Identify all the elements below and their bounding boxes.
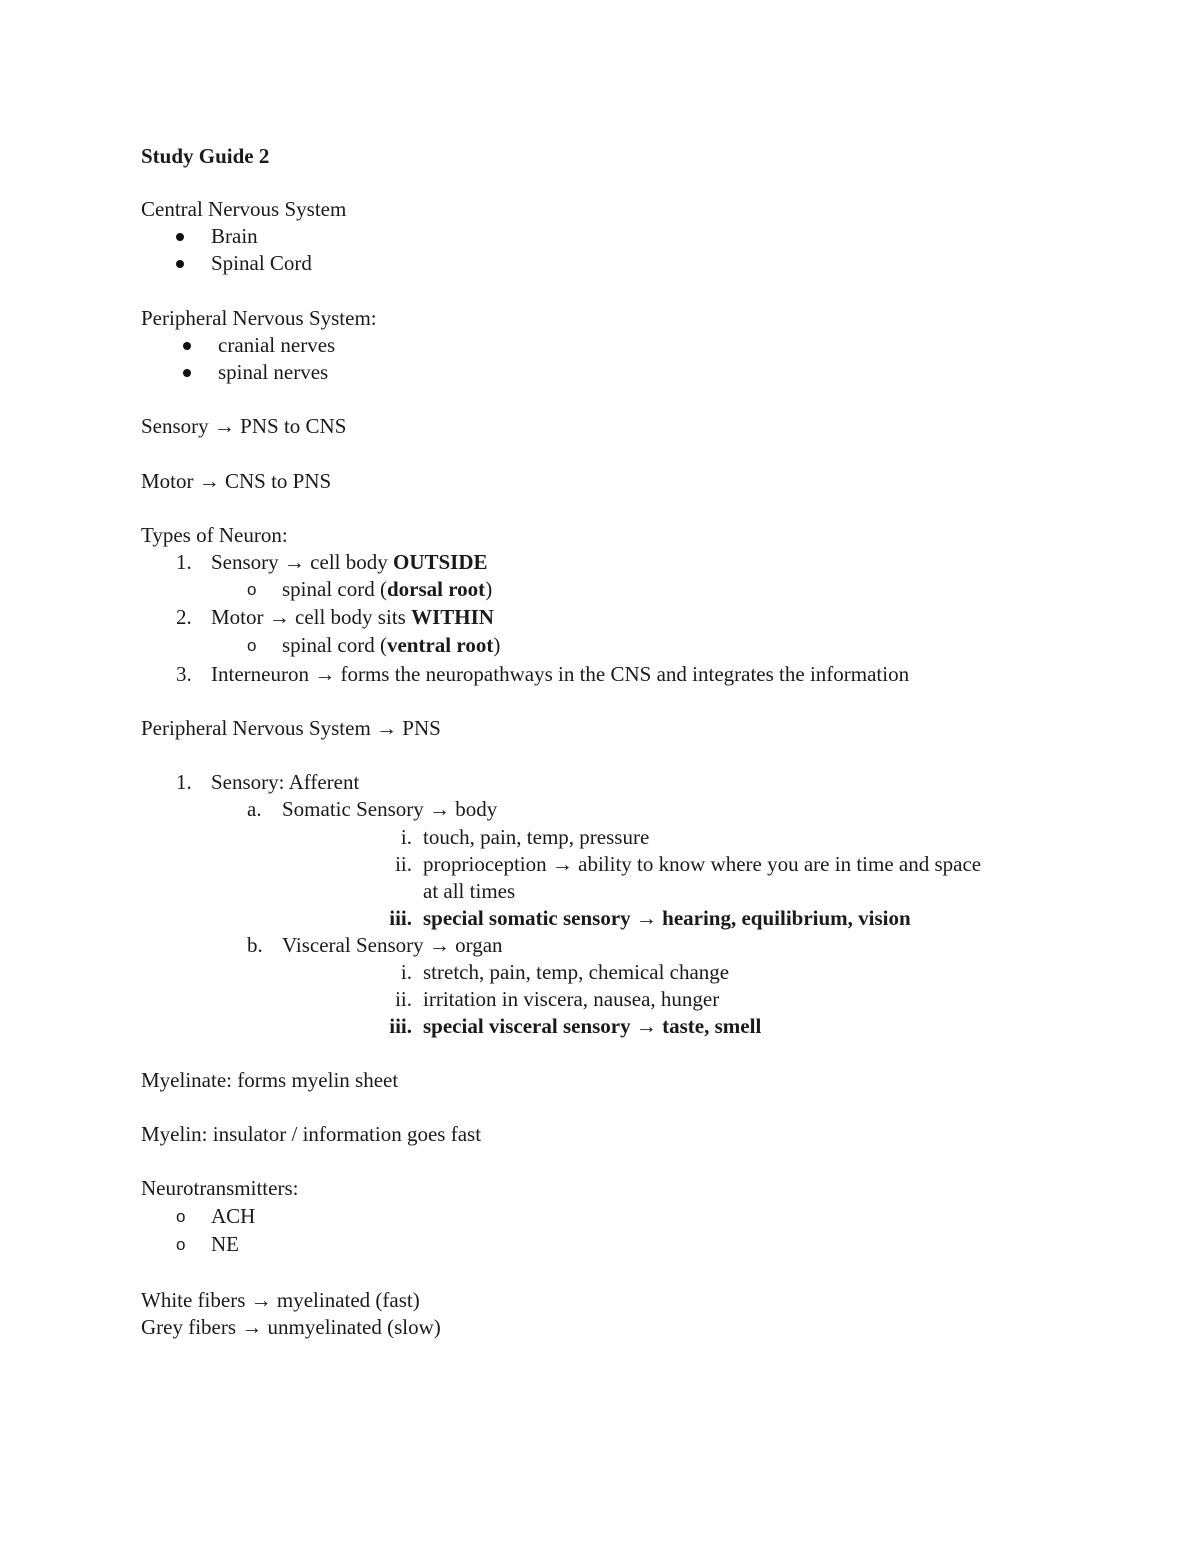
neurotransmitters-heading: Neurotransmitters: [141,1176,299,1200]
somatic-text: body [455,797,498,821]
bullet-icon [183,332,191,359]
list-number: 2. [176,605,192,629]
bullet-icon [176,250,184,277]
arrow-icon: → [213,414,235,438]
list-roman: iii. [389,1014,412,1038]
arrow-icon: → [635,1014,657,1038]
bullet-icon [176,223,184,250]
cns-item: Spinal Cord [211,251,312,275]
fiber-text: myelinated (fast) [276,1288,420,1312]
sensory-line [141,413,346,440]
fiber-line [141,1287,420,1314]
arrow-icon: → [250,1288,272,1312]
myelinate-line: Myelinate: forms myelin sheet [141,1068,399,1092]
subitem-label: special somatic sensory [423,906,631,930]
arrow-icon: → [551,852,573,876]
arrow-icon: → [283,550,305,574]
fiber-label: White fibers [141,1288,246,1312]
list-letter: a. [247,797,262,821]
neuron-type-text: forms the neuropathways in the CNS and integrates the information [340,662,910,686]
list-number: 3. [176,662,192,686]
visceral-subitem: irritation in viscera, nausea, hunger [423,987,720,1011]
subitem-text: hearing, equilibrium, vision [662,906,911,930]
somatic-label: Somatic Sensory [282,797,424,821]
page-title: Study Guide 2 [141,144,270,168]
fiber-line [141,1314,441,1341]
circle-bullet-icon: o [247,636,257,655]
cns-item: Brain [211,224,258,248]
list-number: 1. [176,550,192,574]
visceral-label: Visceral Sensory [282,933,424,957]
circle-bullet-icon: o [176,1207,186,1226]
subitem-text: ) [485,577,493,601]
subitem-label: proprioception [423,852,547,876]
visceral-text: organ [455,933,503,957]
somatic-item [282,796,497,823]
list-number: 1. [176,770,192,794]
somatic-subitem [423,851,981,878]
neuron-type-text: cell body [310,550,388,574]
arrow-icon: → [268,605,290,629]
neuron-type-subitem [282,632,500,659]
pns-item: cranial nerves [218,333,336,357]
fiber-text: unmyelinated (slow) [267,1315,441,1339]
subitem-text: taste, smell [662,1014,762,1038]
arrow-icon: → [635,906,657,930]
pns-heading: Peripheral Nervous System: [141,306,377,330]
sensory-label: Sensory [141,414,209,438]
neuron-type-item [211,661,909,688]
somatic-subitem: touch, pain, temp, pressure [423,825,650,849]
sensory-text: PNS to CNS [240,414,347,438]
pns-item: spinal nerves [218,360,329,384]
list-roman: i. [400,960,412,984]
motor-line [141,468,331,495]
motor-text: CNS to PNS [225,469,332,493]
pns-section-item: Sensory: Afferent [211,770,360,794]
list-roman: iii. [389,906,412,930]
arrow-icon: → [429,797,450,821]
neuron-type-subitem [282,576,492,603]
subitem-emphasis: dorsal root [386,577,486,601]
neuron-type-emphasis: OUTSIDE [392,550,488,574]
list-letter: b. [247,933,263,957]
neurotransmitter-item: NE [211,1232,239,1256]
somatic-subitem [423,905,911,932]
neuron-type-label: Motor [211,605,264,629]
subitem-text: ) [493,633,501,657]
bullet-icon [183,359,191,386]
arrow-icon: → [241,1315,263,1339]
circle-bullet-icon: o [247,580,257,599]
arrow-icon: → [428,933,450,957]
list-roman: ii. [395,987,412,1011]
arrow-icon: → [314,662,336,686]
subitem-emphasis: ventral root [386,633,494,657]
myelin-line: Myelin: insulator / information goes fast [141,1122,482,1146]
circle-bullet-icon: o [176,1235,186,1254]
list-roman: i. [400,825,412,849]
visceral-item [282,932,503,959]
arrow-icon: → [376,716,398,740]
subitem-text: spinal cord ( [282,577,387,601]
cns-heading: Central Nervous System [141,197,347,221]
somatic-subitem-continued: at all times [423,879,516,903]
fiber-label: Grey fibers [141,1315,237,1339]
motor-label: Motor [141,469,194,493]
neuron-type-label: Interneuron [211,662,309,686]
subitem-label: special visceral sensory [423,1014,631,1038]
arrow-icon: → [198,469,220,493]
neuron-type-text: cell body sits [295,605,406,629]
neuron-type-label: Sensory [211,550,279,574]
pns-section-text: PNS [402,716,441,740]
subitem-text: ability to know where you are in time and space [578,852,982,876]
neuron-type-emphasis: WITHIN [411,605,494,629]
pns-section-heading [141,715,441,742]
pns-section-label: Peripheral Nervous System [141,716,371,740]
neurotransmitter-item: ACH [211,1204,256,1228]
list-roman: ii. [395,852,412,876]
visceral-subitem [423,1013,761,1040]
subitem-text: spinal cord ( [282,633,387,657]
neuron-type-item [211,549,488,576]
neuron-types-heading: Types of Neuron: [141,523,288,547]
neuron-type-item [211,604,494,631]
visceral-subitem: stretch, pain, temp, chemical change [423,960,730,984]
